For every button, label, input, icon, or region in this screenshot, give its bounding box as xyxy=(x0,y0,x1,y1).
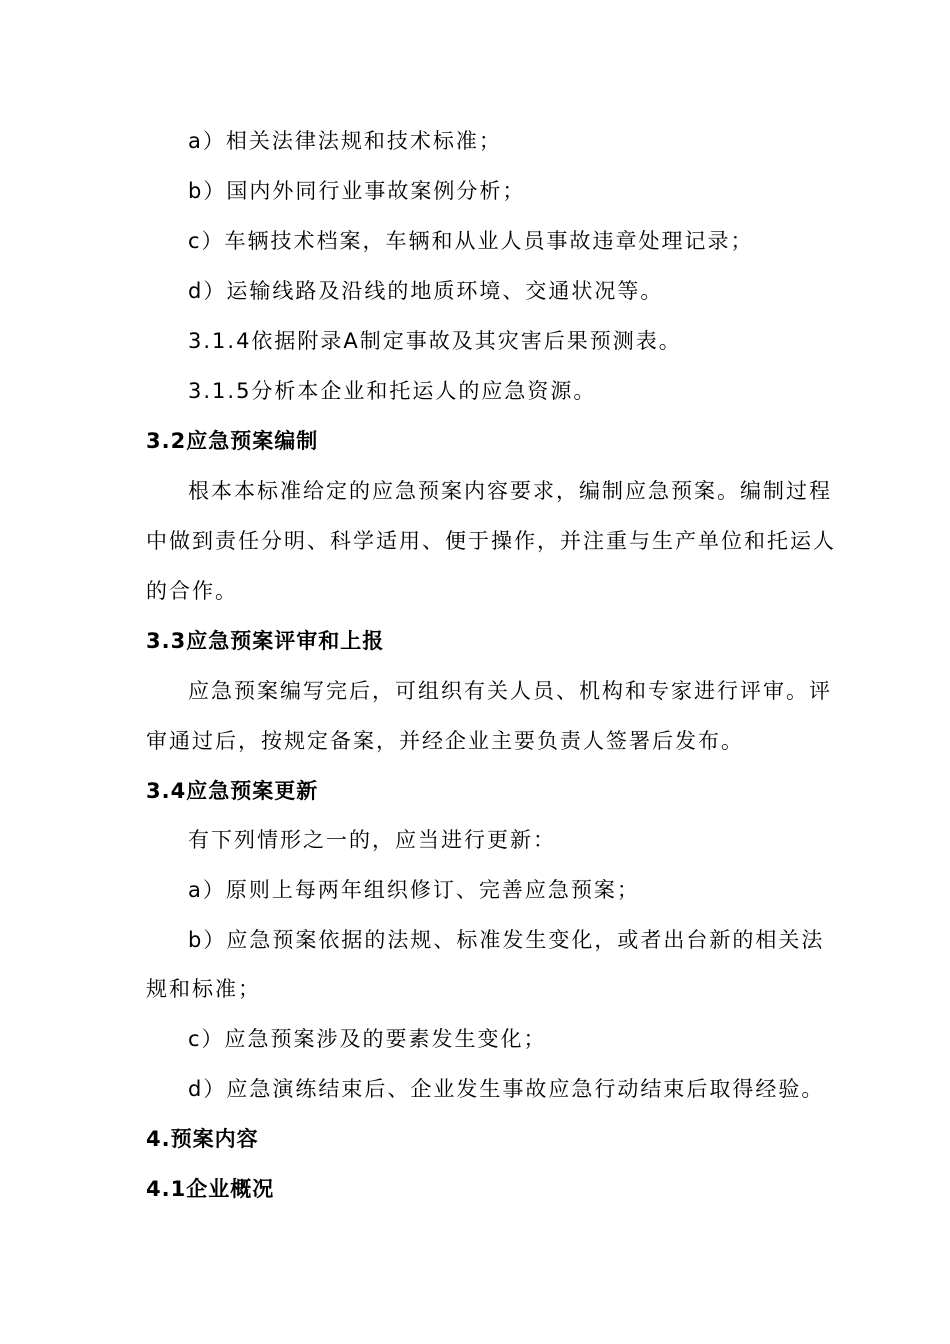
list-item-c-vehicle-records: c）车辆技术档案，车辆和从业人员事故违章处理记录； xyxy=(188,229,754,253)
paragraph-line: 应急预案编写完后，可组织有关人员、机构和专家进行评审。评 xyxy=(188,679,832,703)
section-heading-4-1: 4.1企业概况 xyxy=(146,1177,275,1201)
list-item-d-route-conditions: d）运输线路及沿线的地质环境、交通状况等。 xyxy=(188,279,664,303)
section-heading-4: 4.预案内容 xyxy=(146,1127,259,1151)
list-item-b-continued: 规和标准； xyxy=(146,977,261,1001)
section-heading-3-3: 3.3应急预案评审和上报 xyxy=(146,629,385,653)
paragraph-line: 的合作。 xyxy=(146,579,238,603)
paragraph-line: 有下列情形之一的，应当进行更新： xyxy=(188,828,556,852)
paragraph-line: 中做到责任分明、科学适用、便于操作，并注重与生产单位和托运人 xyxy=(146,529,836,553)
list-item-b-case-analysis: b）国内外同行业事故案例分析； xyxy=(188,179,526,203)
paragraph-line: 审通过后，按规定备案，并经企业主要负责人签署后发布。 xyxy=(146,729,744,753)
list-item-b-regulation-change: b）应急预案依据的法规、标准发生变化，或者出台新的相关法 xyxy=(188,928,825,952)
list-item-a-revision: a）原则上每两年组织修订、完善应急预案； xyxy=(188,878,640,902)
list-item-c-elements-change: c）应急预案涉及的要素发生变化； xyxy=(188,1027,547,1051)
clause-3-1-5: 3.1.5分析本企业和托运人的应急资源。 xyxy=(188,379,597,403)
list-item-d-drill-experience: d）应急演练结束后、企业发生事故应急行动结束后取得经验。 xyxy=(188,1077,825,1101)
section-heading-3-4: 3.4应急预案更新 xyxy=(146,779,319,803)
section-heading-3-2: 3.2应急预案编制 xyxy=(146,429,319,453)
clause-3-1-4: 3.1.4依据附录A制定事故及其灾害后果预测表。 xyxy=(188,329,682,353)
paragraph-line: 根本本标准给定的应急预案内容要求，编制应急预案。编制过程 xyxy=(188,479,832,503)
list-item-a-laws: a）相关法律法规和技术标准； xyxy=(188,129,502,153)
